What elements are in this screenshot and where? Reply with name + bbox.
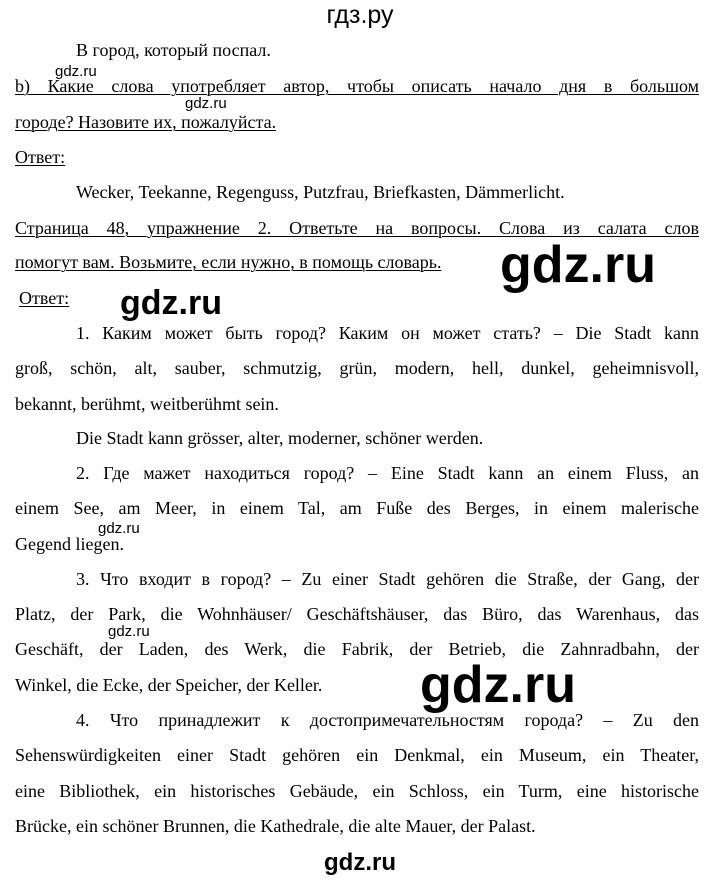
item-3-line4: Winkel, die Ecke, der Speicher, der Keller. <box>15 675 323 695</box>
question-b-line2: городе? Назовите их, пожалуйста. <box>15 112 277 132</box>
footer-watermark: gdz.ru <box>324 849 396 876</box>
answer-label: Ответ: <box>19 288 70 308</box>
item-3-line2: Platz, der Park, die Wohnhäuser/ Geschäftshäuser, das Büro, das Warenhaus, das <box>15 604 699 624</box>
watermark-large: gdz.ru <box>500 236 656 294</box>
question-b-line1: b) Какие слова употребляет автор, чтобы описать начало дня в большом <box>15 76 699 96</box>
item-1-line4: Die Stadt kann grösser, alter, moderner, schöner werden. <box>76 428 484 448</box>
watermark-large: gdz.ru <box>420 656 576 714</box>
item-4-line1: 4. Что принадлежит к достопримечательностям города? – Zu den <box>76 710 699 730</box>
item-3-line1: 3. Что входит в город? – Zu einer Stadt gehören die Straße, der Gang, der <box>76 569 699 589</box>
item-4-line3: eine Bibliothek, ein historisches Gebäude, ein Schloss, ein Turm, eine historische <box>15 781 699 801</box>
item-3-line3: Geschäft, der Laden, des Werk, die Fabrik, der Betrieb, die Zahnradbahn, der <box>15 639 699 659</box>
poem-line: В город, который поспал. <box>76 40 271 60</box>
exercise-2-line2: помогут вам. Возьмите, если нужно, в помощь словарь. <box>15 252 442 272</box>
watermark-medium: gdz.ru <box>120 284 222 322</box>
site-header: гдз.ру <box>326 1 394 29</box>
answer-label: Ответ: <box>15 147 66 167</box>
answer-text: Wecker, Teekanne, Regenguss, Putzfrau, Briefkasten, Dämmerlicht. <box>76 182 565 202</box>
item-1-line3: bekannt, berühmt, weitberühmt sein. <box>15 394 279 414</box>
item-2-line2: einem See, am Meer, in einem Tal, am Fuße des Berges, in einem malerische <box>15 498 699 518</box>
item-4-line2: Sehenswürdigkeiten einer Stadt gehören ein Denkmal, ein Museum, ein Theater, <box>15 745 699 765</box>
watermark: gdz.ru <box>185 95 227 112</box>
item-1-line2: groß, schön, alt, sauber, schmutzig, grün, modern, hell, dunkel, geheimnisvoll, <box>15 358 699 378</box>
item-2-line1: 2. Где мажет находиться город? – Eine Stadt kann an einem Fluss, an <box>76 463 699 483</box>
watermark: gdz.ru <box>55 63 97 80</box>
item-1-line1: 1. Каким может быть город? Каким он может стать? – Die Stadt kann <box>76 323 699 343</box>
watermark: gdz.ru <box>98 520 140 537</box>
exercise-2-line1: Страница 48, упражнение 2. Ответьте на вопросы. Слова из салата слов <box>15 218 699 238</box>
watermark: gdz.ru <box>108 623 150 640</box>
item-4-line4: Brücke, ein schöner Brunnen, die Kathedrale, die alte Mauer, der Palast. <box>15 816 536 836</box>
item-2-line3: Gegend liegen. <box>15 534 124 554</box>
